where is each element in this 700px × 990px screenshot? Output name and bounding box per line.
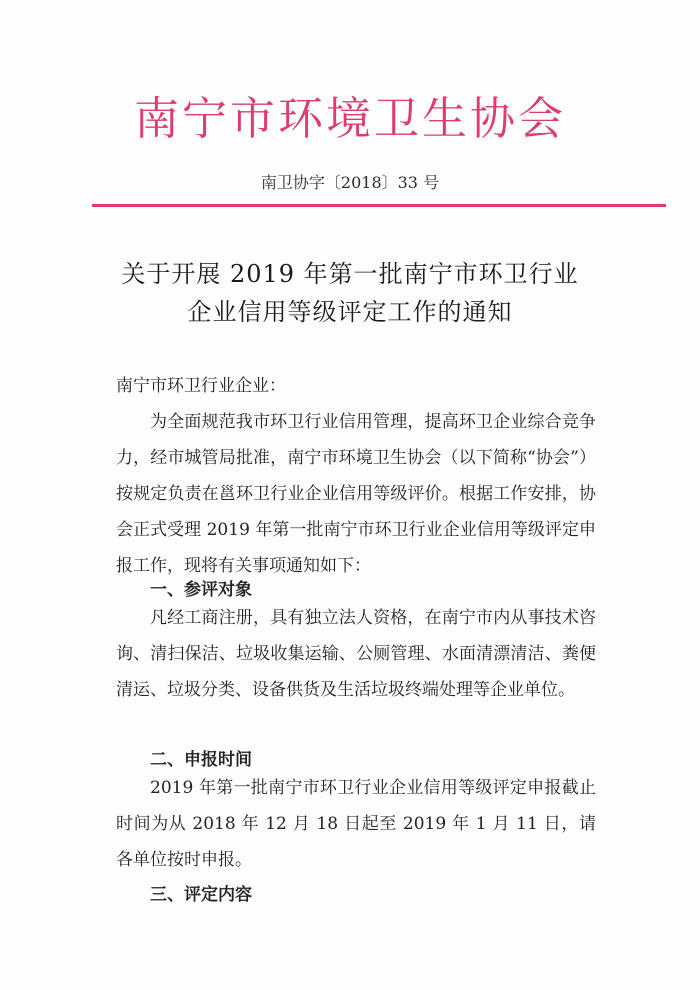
notice-title-line-1: 关于开展 2019 年第一批南宁市环卫行业 xyxy=(121,260,579,288)
notice-title-line-2: 企业信用等级评定工作的通知 xyxy=(187,298,513,326)
red-divider-line xyxy=(92,204,666,207)
section-heading-evaluation-content: 三、评定内容 xyxy=(150,885,252,905)
participants-paragraph: 凡经工商注册，具有独立法人资格，在南宁市内从事技术咨询、清扫保洁、垃圾收集运输、公厕管理、水面清漂清洁、粪便清运、垃圾分类、设备供货及生活垃圾终端处理等企业单位。 xyxy=(116,608,596,700)
application-time-paragraph: 2019 年第一批南宁市环卫行业企业信用等级评定申报截止时间为从 2018 年 12 月 18 日起至 2019 年 1 月 11 日，请各单位按时申报。 xyxy=(116,778,596,870)
salutation: 南宁市环卫行业企业： xyxy=(116,376,286,396)
document-number: 南卫协字〔2018〕33 号 xyxy=(260,173,440,192)
section-heading-application-time: 二、申报时间 xyxy=(150,750,252,770)
intro-paragraph: 为全面规范我市环卫行业信用管理，提高环卫企业综合竞争力，经市城管局批准，南宁市环境卫生协会（以下简称“协会”）按规定负责在邕环卫行业企业信用等级评价。根据工作安排，协会正式受理 2019 年第一批南宁市环卫行业企业信用等级评定申报工作，现将有关事项通知如下： xyxy=(116,412,596,576)
organization-header: 南宁市环境卫生协会 xyxy=(133,92,566,145)
section-heading-participants: 一、参评对象 xyxy=(150,580,252,600)
